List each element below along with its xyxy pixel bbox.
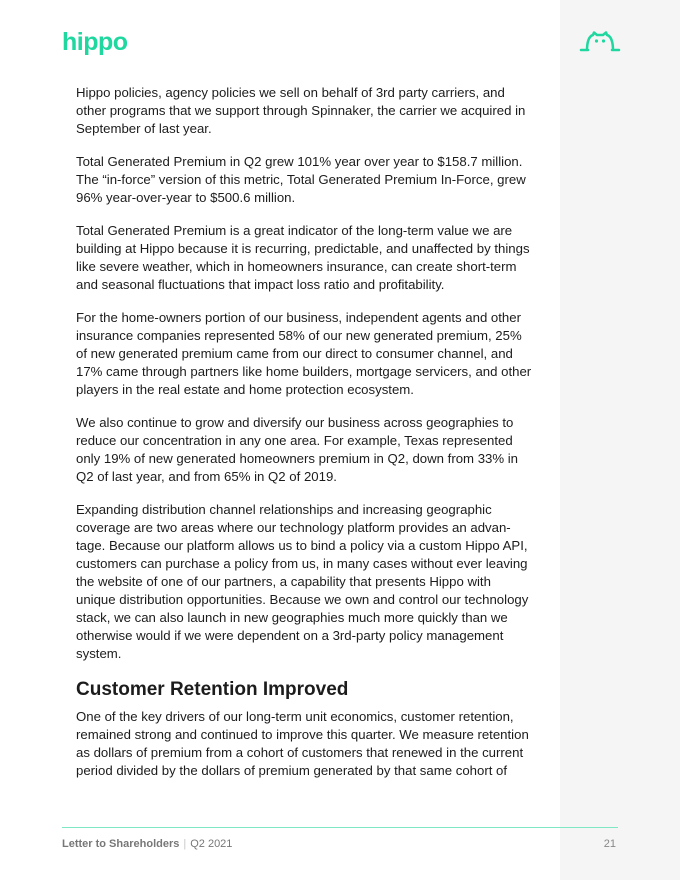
- section-heading: Customer Retention Improved: [76, 679, 349, 700]
- footer-period: Q2 2021: [190, 838, 233, 850]
- body-paragraph: We also continue to grow and diversify our business across geographies to reduce our concentration in any one area. For example, Texas represented only 19% of new generated homeowners premium in Q2, down from 33% in Q2 of last year, and from 65% in Q2 of 2019.: [76, 415, 519, 484]
- hippo-logo: hippo: [62, 28, 128, 56]
- body-paragraph: Expanding distribution channel relationships and increasing geographic coverage are two areas where our technology platform provides an advan-tage. Because our platform allows us to bind a policy via a custom Hippo API, customers can purchase a policy from us, in many cases without ever leaving the website of one of our partners, a capability that presents Hippo with unique distribution opportunities. Because we own and control our technology stack, we can also launch in new geographies much more quickly than we otherwise would if we were dependent on a 3rd-party policy management system.: [76, 502, 529, 661]
- article-body: [76, 84, 534, 795]
- side-panel: [560, 0, 680, 880]
- page-number: 21: [603, 838, 616, 850]
- body-paragraph: Total Generated Premium is a great indicator of the long-term value we are building at Hippo because it is recurring, predictable, and unaffected by things like severe weather, which in homeowners insurance, can create short-term and seasonal fluctuations that impact loss ratio and profitability.: [76, 223, 530, 292]
- body-paragraph: For the home-owners portion of our business, independent agents and other insurance companies represented 58% of our new generated premium, 25% of new generated premium came from our direct to consumer channel, and 17% came through partners like home builders, mortgage servicers, and other players in the real estate and home protection ecosystem.: [76, 310, 532, 397]
- footer-label: [62, 838, 232, 850]
- body-paragraph: Hippo policies, agency policies we sell on behalf of 3rd party carriers, and other programs that we support through Spinnaker, the carrier we acquired in September of last year.: [76, 85, 526, 136]
- footer-separator: |: [183, 838, 187, 850]
- body-paragraph: Total Generated Premium in Q2 grew 101% year over year to $158.7 million. The “in-force” version of this metric, Total Generated Premium In-Force, grew 96% year-over-year to $500.6 million.: [76, 154, 526, 205]
- footer-divider: [62, 827, 618, 828]
- section-paragraph: One of the key drivers of our long-term unit economics, customer retention, remained strong and continued to improve this quarter. We measure retention as dollars of premium from a cohort of customers that renewed in the current period divided by the dollars of premium generated by that same cohort of: [76, 709, 529, 778]
- hippo-mascot-icon: [579, 30, 621, 52]
- footer-title: Letter to Shareholders: [62, 838, 180, 850]
